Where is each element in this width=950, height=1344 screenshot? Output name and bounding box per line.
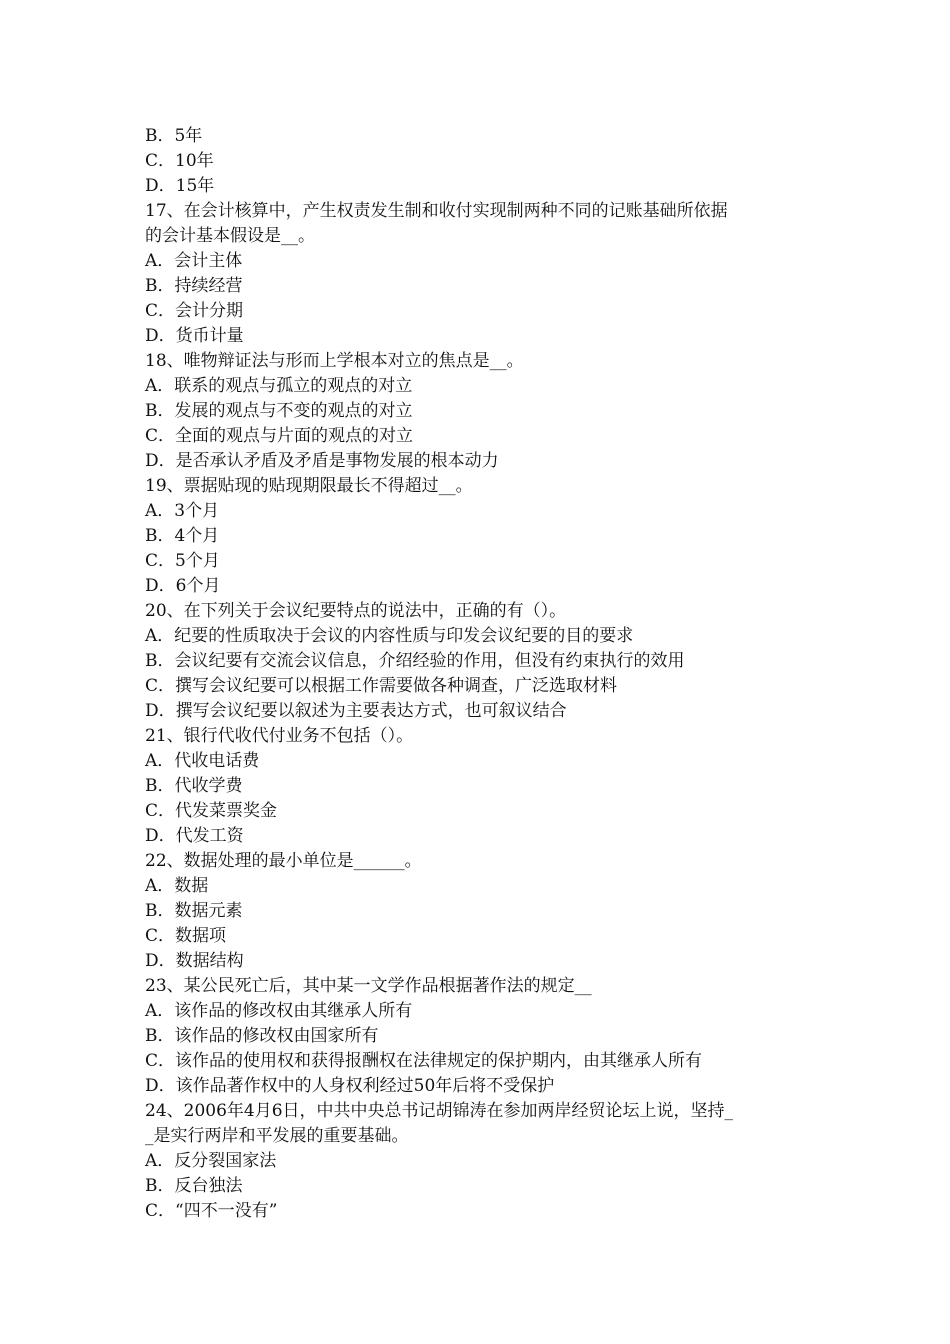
option-line: C．代发菜票奖金 bbox=[145, 801, 278, 821]
document-page bbox=[145, 124, 825, 1224]
option-line: C．撰写会议纪要可以根据工作需要做各种调查，广泛选取材料 bbox=[145, 676, 618, 696]
question-line: _是实行两岸和平发展的重要基础。 bbox=[145, 1126, 409, 1146]
option-line: A．数据 bbox=[145, 876, 209, 896]
question-line: 20、在下列关于会议纪要特点的说法中，正确的有（）。 bbox=[145, 601, 567, 621]
option-line: A．纪要的性质取决于会议的内容性质与印发会议纪要的目的要求 bbox=[145, 626, 634, 646]
question-line: 23、某公民死亡后，其中某一文学作品根据著作法的规定__ bbox=[145, 976, 592, 996]
option-line: C．全面的观点与片面的观点的对立 bbox=[145, 426, 414, 446]
option-line: A．3个月 bbox=[145, 501, 220, 521]
option-line: B．代收学费 bbox=[145, 776, 243, 796]
option-line: C．5个月 bbox=[145, 551, 220, 571]
option-line: B．持续经营 bbox=[145, 276, 243, 296]
option-line: B．数据元素 bbox=[145, 901, 243, 921]
option-line: D．撰写会议纪要以叙述为主要表达方式，也可叙议结合 bbox=[145, 701, 567, 721]
option-line: B．4个月 bbox=[145, 526, 220, 546]
option-line: D．该作品著作权中的人身权利经过50年后将不受保护 bbox=[145, 1076, 555, 1096]
option-line: C．数据项 bbox=[145, 926, 227, 946]
option-line: B．该作品的修改权由国家所有 bbox=[145, 1026, 379, 1046]
option-line: D．是否承认矛盾及矛盾是事物发展的根本动力 bbox=[145, 451, 499, 471]
option-line: B．发展的观点与不变的观点的对立 bbox=[145, 401, 413, 421]
option-line: D．数据结构 bbox=[145, 951, 244, 971]
option-line: C．该作品的使用权和获得报酬权在法律规定的保护期内，由其继承人所有 bbox=[145, 1051, 703, 1071]
option-line: B．反台独法 bbox=[145, 1176, 243, 1196]
option-line: B．5年 bbox=[145, 126, 203, 146]
option-line: C．“四不一没有” bbox=[145, 1201, 278, 1221]
question-line: 19、票据贴现的贴现期限最长不得超过__。 bbox=[145, 476, 473, 496]
option-line: D．6个月 bbox=[145, 576, 221, 596]
option-line: D．货币计量 bbox=[145, 326, 244, 346]
option-line: D．15年 bbox=[145, 176, 215, 196]
question-line: 17、在会计核算中，产生权责发生制和收付实现制两种不同的记账基础所依据 bbox=[145, 201, 728, 221]
option-line: A．该作品的修改权由其继承人所有 bbox=[145, 1001, 413, 1021]
option-line: A．联系的观点与孤立的观点的对立 bbox=[145, 376, 413, 396]
question-line: 22、数据处理的最小单位是______。 bbox=[145, 851, 422, 871]
option-line: A．反分裂国家法 bbox=[145, 1151, 277, 1171]
option-line: C．会计分期 bbox=[145, 301, 244, 321]
option-line: A．会计主体 bbox=[145, 251, 243, 271]
question-line: 18、唯物辩证法与形而上学根本对立的焦点是__。 bbox=[145, 351, 524, 371]
option-line: D．代发工资 bbox=[145, 826, 244, 846]
option-line: B．会议纪要有交流会议信息，介绍经验的作用，但没有约束执行的效用 bbox=[145, 651, 685, 671]
question-line: 24、2006年4月6日，中共中央总书记胡锦涛在参加两岸经贸论坛上说，坚持_ bbox=[145, 1101, 734, 1121]
option-line: A．代收电话费 bbox=[145, 751, 260, 771]
question-line: 21、银行代收代付业务不包括（）。 bbox=[145, 726, 414, 746]
option-line: C．10年 bbox=[145, 151, 214, 171]
question-line: 的会计基本假设是__。 bbox=[145, 226, 315, 246]
